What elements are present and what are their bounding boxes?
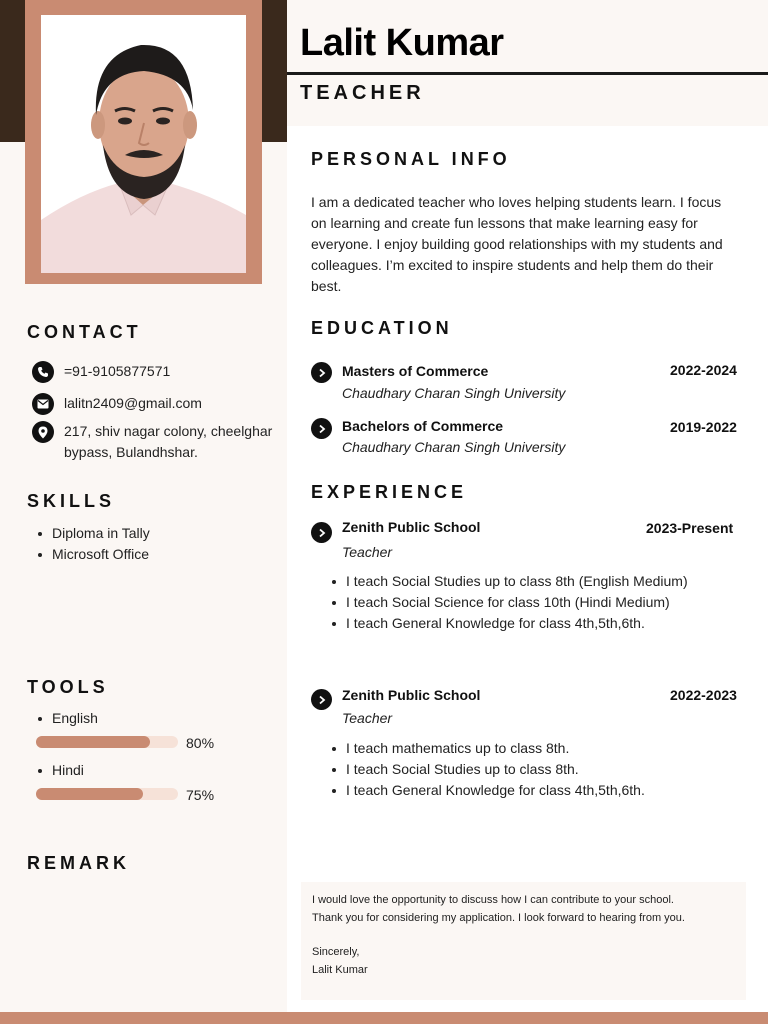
candidate-name: Lalit Kumar: [300, 22, 504, 64]
duty-item: I teach General Knowledge for class 4th,5th,6th.: [330, 780, 645, 801]
contact-address: 217, shiv nagar colony, cheelghar bypass, Bulandhshar.: [64, 423, 273, 460]
experience-duties: [330, 571, 688, 634]
experience-heading: EXPERIENCE: [311, 482, 468, 502]
remark-signature: Lalit Kumar: [312, 964, 368, 976]
education-degree: Masters of Commerce: [342, 363, 489, 379]
tool-percent-english: 80%: [186, 735, 215, 751]
remark-line-1: I would love the opportunity to discuss how I can contribute to your school.: [312, 894, 674, 906]
skills-list: [36, 523, 150, 565]
chevron-right-icon: [311, 522, 332, 543]
experience-years: 2023-Present: [646, 520, 734, 536]
tool-bar-fill-english: [36, 736, 150, 748]
tool-bar-hindi: [36, 788, 178, 800]
tool-name-hindi: Hindi: [36, 762, 84, 778]
header-divider: [287, 72, 768, 75]
skill-item: Microsoft Office: [36, 544, 150, 565]
remark-box: [301, 882, 746, 1000]
education-school: Chaudhary Charan Singh University: [342, 439, 566, 455]
tool-bar-fill-hindi: [36, 788, 143, 800]
contact-email[interactable]: lalitn2409@gmail.com: [64, 395, 202, 411]
education-years: 2019-2022: [670, 419, 737, 435]
remark-heading: REMARK: [27, 853, 130, 873]
contact-phone: =91-9105877571: [64, 363, 171, 379]
chevron-right-icon: [311, 362, 332, 383]
tool-name-english: English: [36, 710, 98, 726]
footer-strip: [0, 1012, 768, 1024]
job-title: TEACHER: [300, 82, 425, 104]
tool-percent-hindi: 75%: [186, 787, 215, 803]
skills-heading: SKILLS: [27, 491, 116, 511]
education-school: Chaudhary Charan Singh University: [342, 385, 566, 401]
experience-duties: [330, 738, 645, 801]
profile-photo: [41, 15, 246, 273]
personal-info-heading: PERSONAL INFO: [311, 149, 511, 169]
chevron-right-icon: [311, 689, 332, 710]
experience-employer: Zenith Public School: [342, 519, 481, 535]
tools-heading: TOOLS: [27, 677, 109, 697]
remark-closing: Sincerely,: [312, 946, 360, 958]
education-years: 2022-2024: [670, 362, 737, 378]
location-icon: [32, 421, 54, 443]
experience-role: Teacher: [342, 710, 393, 726]
education-heading: EDUCATION: [311, 318, 453, 338]
duty-item: I teach General Knowledge for class 4th,5th,6th.: [330, 613, 688, 634]
mail-icon: [32, 393, 54, 415]
contact-phone-row: [32, 361, 279, 383]
experience-role: Teacher: [342, 544, 393, 560]
contact-address-row: [32, 421, 279, 463]
contact-email-row: [32, 393, 279, 415]
personal-info-text: I am a dedicated teacher who loves helping students learn. I focus on learning and create fun lessons that make learning easy for everyone. I enjoy building good relationships with my students and colleagues. I’m excited to inspire students and help them do their best.: [311, 194, 723, 294]
contact-heading: CONTACT: [27, 322, 142, 342]
chevron-right-icon: [311, 418, 332, 439]
experience-years: 2022-2023: [670, 687, 737, 703]
profile-photo-frame: [25, 0, 262, 284]
duty-item: I teach mathematics up to class 8th.: [330, 738, 645, 759]
duty-item: I teach Social Studies up to class 8th (English Medium): [330, 571, 688, 592]
skill-item: Diploma in Tally: [36, 523, 150, 544]
phone-icon: [32, 361, 54, 383]
duty-item: I teach Social Studies up to class 8th.: [330, 759, 645, 780]
duty-item: I teach Social Science for class 10th (Hindi Medium): [330, 592, 688, 613]
remark-line-2: Thank you for considering my application. I look forward to hearing from you.: [312, 912, 685, 924]
experience-employer: Zenith Public School: [342, 687, 481, 703]
tool-bar-english: [36, 736, 178, 748]
education-degree: Bachelors of Commerce: [342, 418, 504, 434]
